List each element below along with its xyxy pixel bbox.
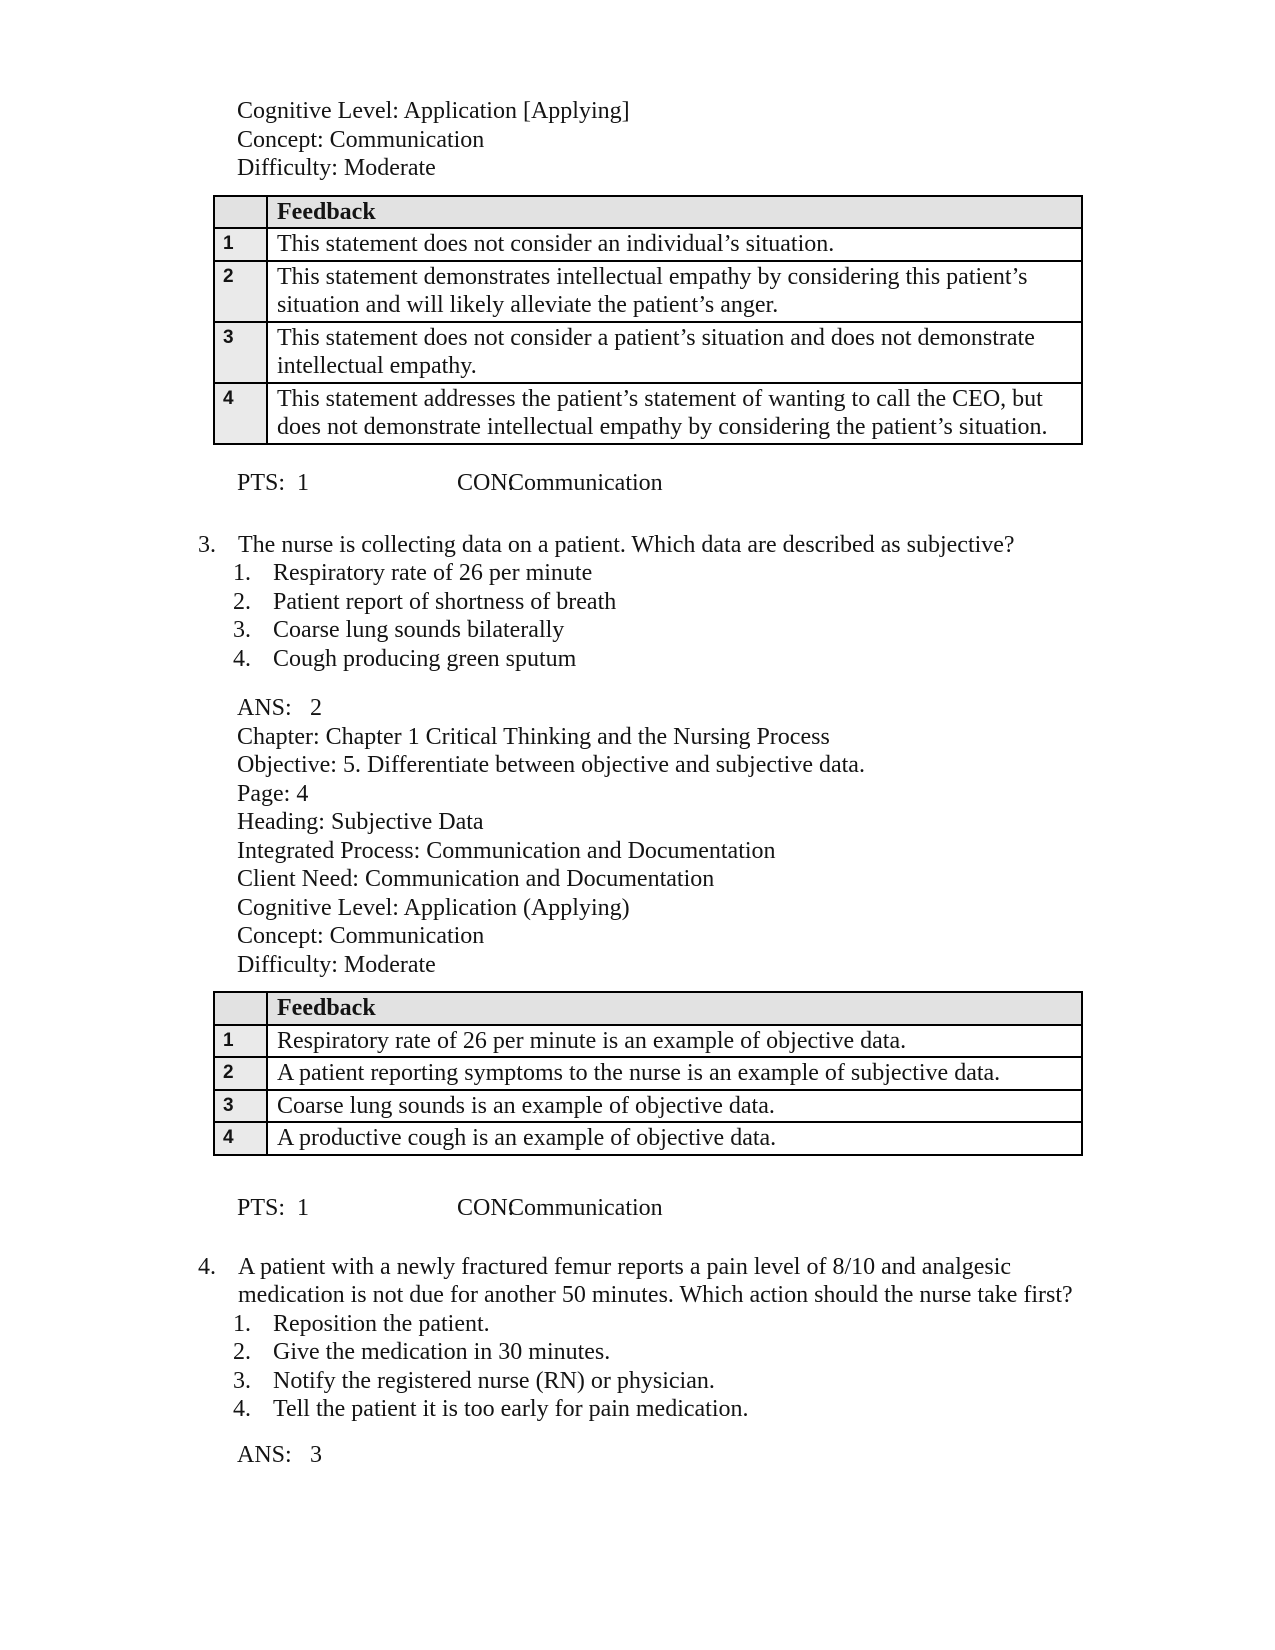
pts-value: 1: [297, 1194, 309, 1221]
row-feedback-cell: This statement does not consider a patient’s situation and does not demonstrate intellectual empathy.: [267, 322, 1082, 383]
row-feedback-cell: This statement demonstrates intellectual empathy by considering this patient’s situation and will likely alleviate the patient’s anger.: [267, 261, 1082, 322]
ans-label: ANS:: [237, 1441, 292, 1468]
meta-line-page: Page: 4: [237, 780, 309, 807]
con-value: Communication: [508, 1194, 663, 1221]
question2-meta-block: [237, 97, 1275, 183]
row-number-cell: 4: [214, 1122, 267, 1155]
question-3-option-3: [233, 616, 1275, 645]
meta-line-cognitive-level: Cognitive Level: Application (Applying): [237, 894, 630, 921]
row-feedback-cell: This statement addresses the patient’s statement of wanting to call the CEO, but does not demonstrate intellectual empathy by considering the patient’s situation.: [267, 383, 1082, 444]
con-label: CON:: [457, 469, 515, 496]
feedback-table-1: [213, 195, 1083, 445]
row-feedback-cell: Coarse lung sounds is an example of objective data.: [267, 1090, 1082, 1123]
question-3-option-2: [233, 588, 1275, 617]
meta-line-difficulty: Difficulty: Moderate: [237, 155, 436, 181]
option-number: 3.: [233, 1367, 251, 1394]
table-header-row: [214, 992, 1082, 1025]
table-row: [214, 261, 1082, 322]
option-text: Reposition the patient.: [273, 1310, 490, 1337]
ans-value: 3: [310, 1441, 322, 1468]
question-4: [198, 1253, 1275, 1310]
option-number: 3.: [233, 617, 251, 643]
question-text: A patient with a newly fractured femur reports a pain level of 8/10 and analgesic medication is not due for another 50 minutes. Which action should the nurse take first?: [238, 1253, 1073, 1308]
row-number-cell: 3: [214, 322, 267, 383]
table-row: [214, 1090, 1082, 1123]
ans-value: 2: [310, 695, 322, 721]
row-number-cell: 2: [214, 1057, 267, 1090]
question-4-option-1: [233, 1310, 1275, 1339]
meta-line-heading: Heading: Subjective Data: [237, 809, 484, 835]
question-4-option-3: [233, 1367, 1275, 1396]
header-empty-cell: [214, 992, 267, 1025]
question-4-option-2: [233, 1338, 1275, 1367]
option-number: 2.: [233, 1339, 251, 1365]
option-text: Notify the registered nurse (RN) or physician.: [273, 1367, 715, 1394]
option-number: 1.: [233, 1310, 251, 1337]
meta-line-concept: Concept: Communication: [237, 126, 485, 153]
question-text: The nurse is collecting data on a patient. Which data are described as subjective?: [238, 531, 1015, 558]
table-row: [214, 1057, 1082, 1090]
option-number: 4.: [233, 1396, 251, 1422]
question-3-option-4: [233, 645, 1275, 674]
option-text: Respiratory rate of 26 per minute: [273, 560, 593, 586]
feedback-header-cell: Feedback: [267, 992, 1082, 1025]
option-text: Patient report of shortness of breath: [273, 588, 617, 615]
con-value: Communication: [508, 469, 663, 496]
row-feedback-cell: A patient reporting symptoms to the nurse is an example of subjective data.: [267, 1057, 1082, 1090]
meta-line-objective: Objective: 5. Differentiate between objective and subjective data.: [237, 752, 865, 778]
option-number: 4.: [233, 645, 251, 672]
feedback-header-cell: Feedback: [267, 196, 1082, 229]
table-row: [214, 1122, 1082, 1155]
option-number: 1.: [233, 560, 251, 586]
pts-label: PTS:: [237, 1194, 286, 1221]
row-number-cell: 4: [214, 383, 267, 444]
row-number-cell: 1: [214, 1025, 267, 1058]
option-text: Cough producing green sputum: [273, 645, 577, 672]
row-number-cell: 1: [214, 228, 267, 261]
question-3: [198, 531, 1275, 560]
pts-con-line: [237, 1194, 1275, 1223]
table-row: [214, 383, 1082, 444]
table-row: [214, 322, 1082, 383]
table-row: [214, 1025, 1082, 1058]
meta-line-cognitive-level: Cognitive Level: Application [Applying]: [237, 98, 630, 124]
table-header-row: [214, 196, 1082, 229]
row-feedback-cell: Respiratory rate of 26 per minute is an example of objective data.: [267, 1025, 1082, 1058]
con-label: CON:: [457, 1194, 515, 1221]
question-number: 4.: [198, 1253, 216, 1280]
ans-label: ANS:: [237, 695, 292, 721]
header-empty-cell: [214, 196, 267, 229]
meta-line-concept: Concept: Communication: [237, 923, 485, 949]
meta-line-difficulty: Difficulty: Moderate: [237, 951, 436, 978]
table-row: [214, 228, 1082, 261]
pts-label: PTS:: [237, 469, 286, 496]
answer-line-q3: [237, 694, 1275, 723]
meta-line-chapter: Chapter: Chapter 1 Critical Thinking and the Nursing Process: [237, 723, 830, 750]
pts-con-line: [237, 469, 1275, 498]
option-text: Coarse lung sounds bilaterally: [273, 617, 565, 643]
question-3-option-1: [233, 559, 1275, 588]
row-feedback-cell: A productive cough is an example of objective data.: [267, 1122, 1082, 1155]
question-4-option-4: [233, 1395, 1275, 1424]
row-feedback-cell: This statement does not consider an individual’s situation.: [267, 228, 1082, 261]
question-3-meta-block: [237, 723, 1275, 980]
question-number: 3.: [198, 531, 216, 558]
meta-line-integrated-process: Integrated Process: Communication and Documentation: [237, 837, 776, 864]
row-number-cell: 2: [214, 261, 267, 322]
pts-value: 1: [297, 469, 309, 496]
row-number-cell: 3: [214, 1090, 267, 1123]
meta-line-client-need: Client Need: Communication and Documentation: [237, 866, 715, 892]
feedback-table-2: [213, 991, 1083, 1156]
option-text: Give the medication in 30 minutes.: [273, 1339, 611, 1365]
option-text: Tell the patient it is too early for pain medication.: [273, 1396, 749, 1422]
answer-line-q4: [237, 1441, 1275, 1470]
option-number: 2.: [233, 588, 251, 615]
